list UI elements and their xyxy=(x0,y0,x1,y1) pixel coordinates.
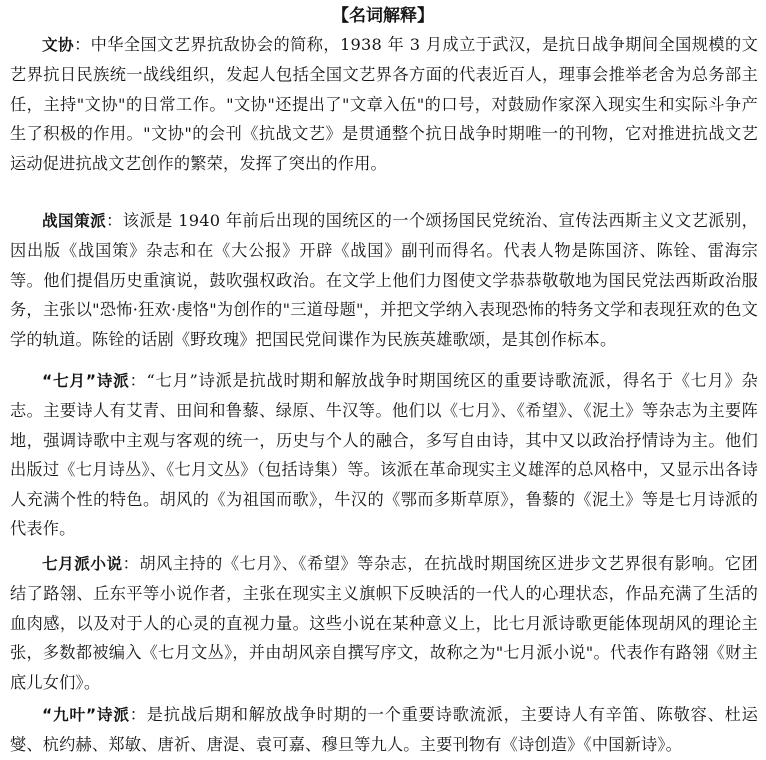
entry-term: “七月”诗派 xyxy=(42,372,130,390)
entry-jiuye xyxy=(10,700,758,760)
entry-text: ：是抗战后期和解放战争时期的一个重要诗歌流派，主要诗人有辛笛、陈敬容、杜运燮、杭约赫、郑敏、唐祈、唐湜、袁可嘉、穆旦等九人。主要刊物有《诗创造》《中国新诗》。 xyxy=(10,705,758,755)
entry-term: 文协 xyxy=(42,36,75,54)
entry-qiyue-novel xyxy=(10,549,758,697)
entry-wenxie xyxy=(10,30,758,178)
entry-term: 七月派小说 xyxy=(42,555,123,573)
entry-qiyue-poets xyxy=(10,366,758,543)
entry-text: ：胡风主持的《七月》、《希望》等杂志，在抗战时期国统区进步文艺界很有影响。它团结了路翎、丘东平等小说作者，主张在现实主义旗帜下反映活的一代人的心理状态，作品充满了生活的血肉感，以及对于人的心灵的直视力量。这些小说在某种意义上，比七月派诗歌更能体现胡风的理论主张，多数都被编入《七月文丛》，并由胡风亲自撰写序文，故称之为"七月派小说"。代表作有路翎《财主底儿女们》。 xyxy=(10,554,758,692)
page-title: 【名词解释】 xyxy=(332,6,434,26)
entry-text: ：“七月”诗派是抗战时期和解放战争时期国统区的重要诗歌流派，得名于《七月》杂志。主要诗人有艾青、田间和鲁藜、绿原、牛汉等。他们以《七月》、《希望》、《泥土》等杂志为主要阵地，强调诗歌中主观与客观的统一，历史与个人的融合，多写自由诗，其中又以政治抒情诗为主。他们出版过《七月诗丛》、《七月文丛》（包括诗集）等。该派在革命现实主义雄浑的总风格中，又显示出各诗人充满个性的特色。胡风的《为祖国而歌》，牛汉的《鄂而多斯草原》，鲁藜的《泥土》等是七月诗派的代表作。 xyxy=(10,371,759,539)
entry-text: ：该派是 1940 年前后出现的国统区的一个颂扬国民党统治、宣传法西斯主义文艺派别，因出版《战国策》杂志和在《大公报》开辟《战国》副刊而得名。代表人物是陈国济、陈铨、雷海宗等。他们提倡历史重演说，鼓吹强权政治。在文学上他们力图使文学恭恭敬敬地为国民党法西斯政治服务，主张以"恐怖·狂欢·虔恪"为创作的"三道母题"，并把文学纳入表现恐怖的特务文学和表现狂欢的色文学的轨道。陈铨的话剧《野玫瑰》把国民党间谍作为民族英雄歌颂，是其创作标本。 xyxy=(10,211,758,349)
entry-term: “九叶”诗派 xyxy=(42,706,130,724)
entry-zhanguoce xyxy=(10,206,758,354)
entry-term: 战国策派 xyxy=(42,212,107,230)
entry-text: ：中华全国文艺界抗敌协会的简称，1938 年 3 月成立于武汉，是抗日战争期间全国规模的文艺界抗日民族统一战线组织，发起人包括全国文艺界各方面的代表近百人，理事会推举老舍为总务部主任，主持"文协"的日常工作。"文协"还提出了"文章入伍"的口号，对鼓励作家深入现实生和实际斗争产生了积极的作用。"文协"的会刊《抗战文艺》是贯通整个抗日战争时期唯一的刊物，它对推进抗战文艺运动促进抗战文艺创作的繁荣，发挥了突出的作用。 xyxy=(10,35,758,173)
